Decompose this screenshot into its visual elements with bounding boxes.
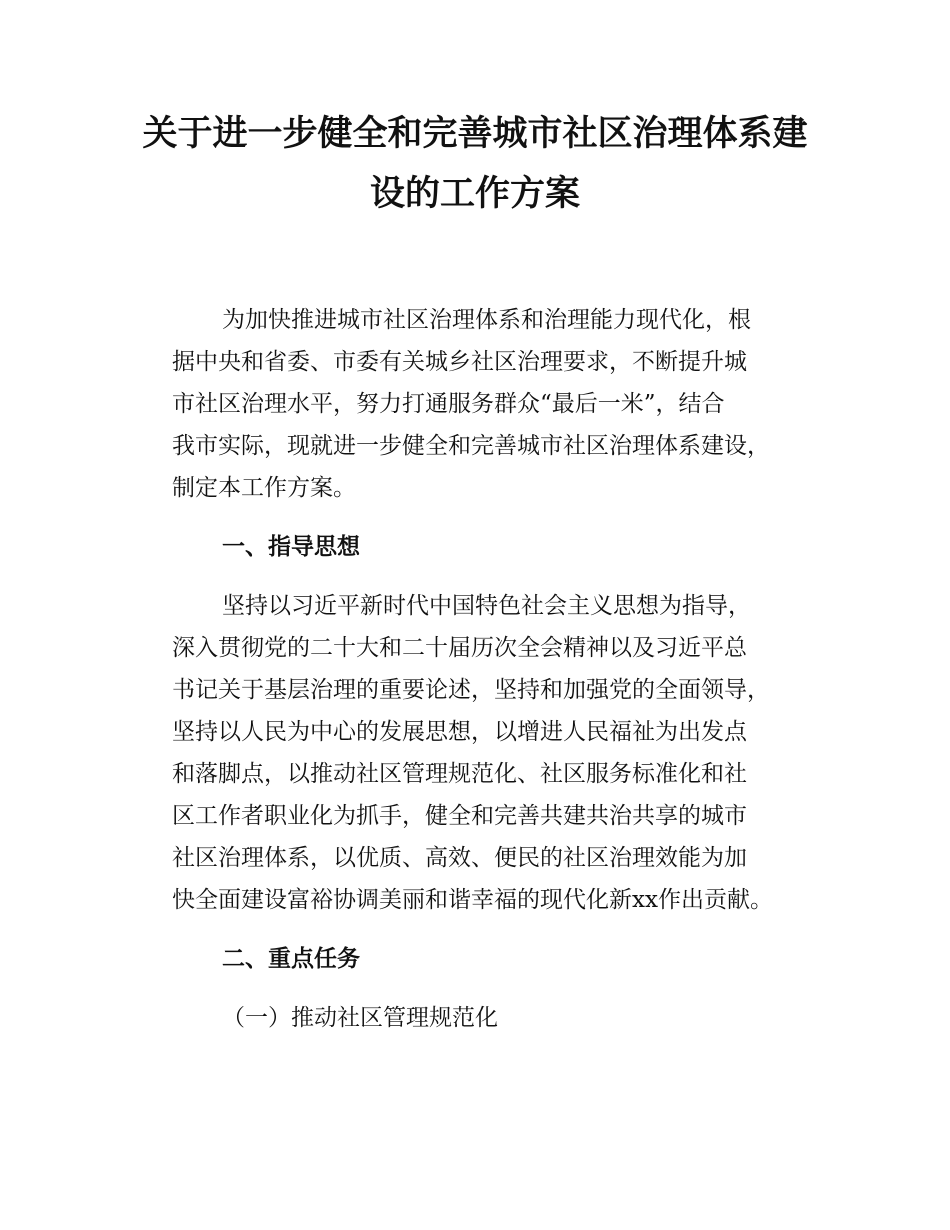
- document-title-line-2: 设的工作方案: [369, 173, 580, 214]
- intro-line-2: 据中央和省委、市委有关城乡社区治理要求，不断提升城: [172, 349, 747, 375]
- section-heading-key-tasks: 二、重点任务: [222, 946, 360, 972]
- section1-line-7: 社区治理体系，以优质、高效、便民的社区治理效能为加: [172, 845, 747, 871]
- section-heading-guiding-ideology: 一、指导思想: [222, 534, 360, 560]
- section1-line-5: 和落脚点，以推动社区管理规范化、社区服务标准化和社: [172, 761, 747, 787]
- section1-line-1: 坚持以习近平新时代中国特色社会主义思想为指导，: [222, 593, 751, 619]
- section1-line-3: 书记关于基层治理的重要论述，坚持和加强党的全面领导，: [172, 677, 770, 703]
- intro-line-4: 我市实际，现就进一步健全和完善城市社区治理体系建设，: [172, 433, 770, 459]
- section1-line-4: 坚持以人民为中心的发展思想，以增进人民福祉为出发点: [172, 719, 747, 745]
- intro-line-3: 市社区治理水平，努力打通服务群众“最后一米”，结合: [172, 391, 725, 417]
- intro-line-5: 制定本工作方案。: [172, 475, 356, 501]
- section1-line-6: 区工作者职业化为抓手，健全和完善共建共治共享的城市: [172, 803, 747, 829]
- section1-line-8: 快全面建设富裕协调美丽和谐幸福的现代化新xx作出贡献。: [172, 887, 773, 913]
- subsection-heading-1: （一）推动社区管理规范化: [222, 1005, 498, 1031]
- document-title-line-1: 关于进一步健全和完善城市社区治理体系建: [142, 113, 808, 154]
- section1-line-2: 深入贯彻党的二十大和二十届历次全会精神以及习近平总: [172, 635, 747, 661]
- intro-line-1: 为加快推进城市社区治理体系和治理能力现代化，根: [222, 307, 751, 333]
